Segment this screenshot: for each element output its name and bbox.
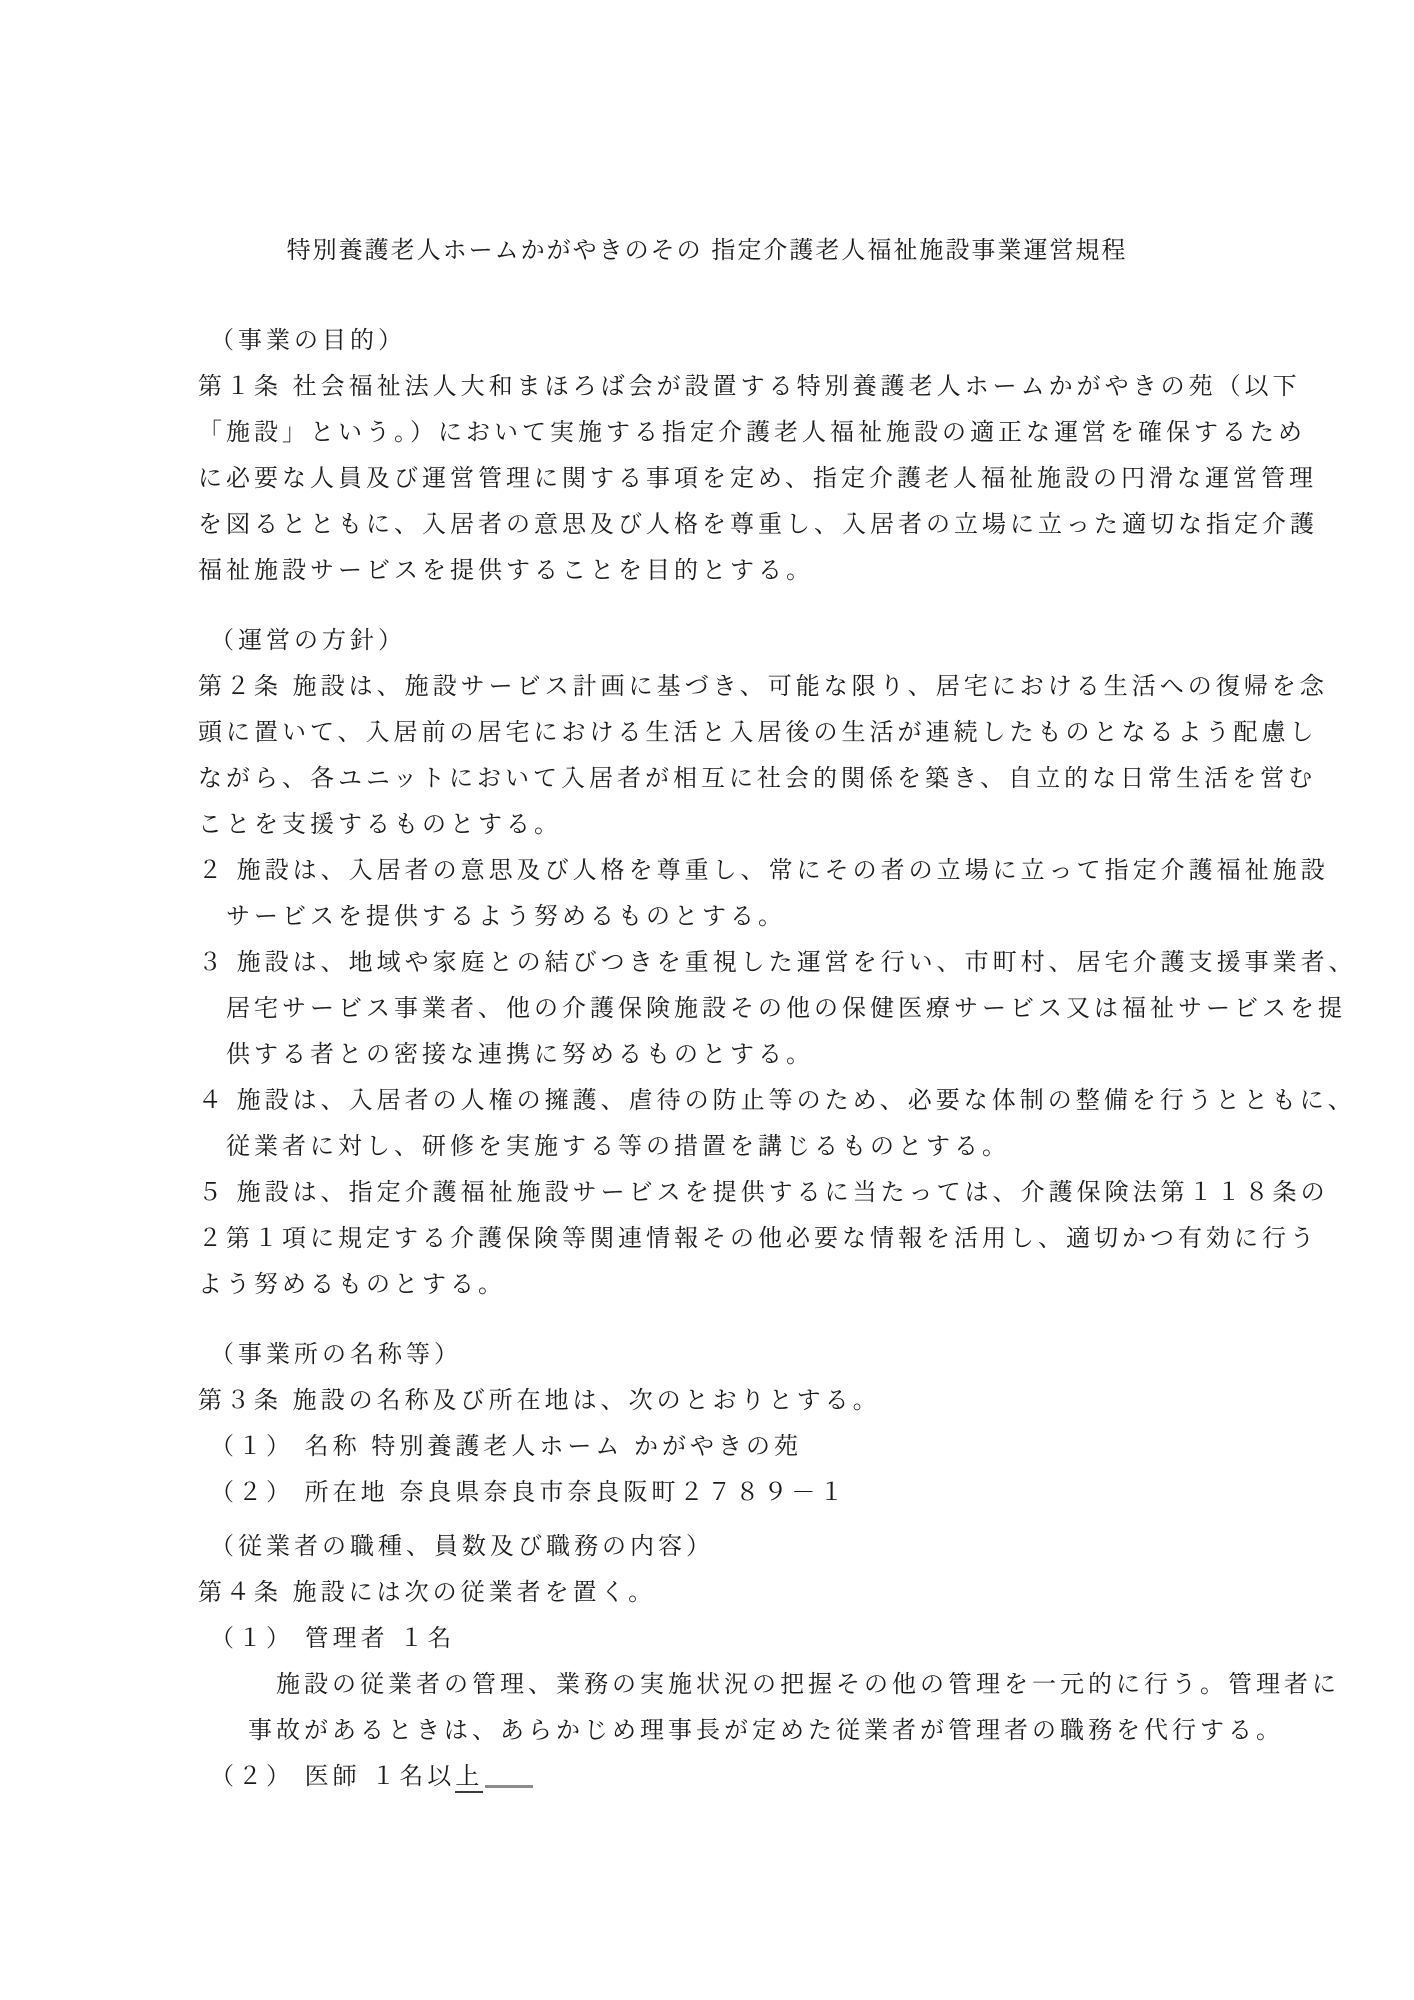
section-heading: （事業所の名称等）: [210, 1341, 462, 1368]
doc-line: 「施設」という。）において実施する指定介護老人福祉施設の適正な運営を確保するため: [198, 419, 1306, 446]
doc-title: 特別養護老人ホームかがやきのその 指定介護老人福祉施設事業運営規程: [286, 237, 1128, 264]
doc-line: 居宅サービス事業者、他の介護保険施設その他の保健医療サービス又は福祉サービスを提: [226, 995, 1346, 1022]
list-item-name: （１） 名称 特別養護老人ホーム かがやきの苑: [210, 1433, 803, 1460]
doc-line: ２第１項に規定する介護保険等関連情報その他必要な情報を活用し、適切かつ有効に行う: [198, 1225, 1318, 1252]
section-staff: [198, 1524, 1340, 1800]
doc-line: ことを支援するものとする。: [198, 811, 562, 838]
doc-line: ながら、各ユニットにおいて入居者が相互に社会的関係を築き、自立的な日常生活を営む: [198, 765, 1317, 792]
section-heading: （従業者の職種、員数及び職務の内容）: [210, 1533, 714, 1560]
doc-line: （２） 医師 １名以: [210, 1763, 456, 1790]
section-policy: [198, 618, 1357, 1308]
doc-line: 第２条 施設は、施設サービス計画に基づき、可能な限り、居宅における生活への復帰を念: [198, 673, 1328, 700]
list-item-manager: （１） 管理者 １名: [210, 1625, 456, 1652]
doc-line: 頭に置いて、入居前の居宅における生活と入居後の生活が連続したものとなるよう配慮し: [198, 719, 1318, 746]
doc-line: よう努めるものとする。: [198, 1271, 506, 1298]
doc-line: 供する者との密接な連携に努めるものとする。: [226, 1041, 814, 1068]
underline-tail: [485, 1785, 533, 1788]
doc-line: 第１条 社会福祉法人大和まほろば会が設置する特別養護老人ホームかがやきの苑（以下: [198, 373, 1301, 400]
doc-line: サービスを提供するよう努めるものとする。: [226, 903, 786, 930]
doc-line: 施設の従業者の管理、業務の実施状況の把握その他の管理を一元的に行う。管理者に: [276, 1671, 1340, 1698]
section-purpose: [198, 318, 1318, 594]
doc-line: ３ 施設は、地域や家庭との結びつきを重視した運営を行い、市町村、居宅介護支援事業者、: [198, 949, 1357, 976]
list-item-address: （２） 所在地 奈良県奈良市奈良阪町２７８９－１: [210, 1479, 848, 1506]
doc-line: 従業者に対し、研修を実施する等の措置を講じるものとする。: [226, 1133, 1010, 1160]
doc-line: 事故があるときは、あらかじめ理事長が定めた従業者が管理者の職務を代行する。: [248, 1717, 1284, 1744]
doc-line: に必要な人員及び運営管理に関する事項を定め、指定介護老人福祉施設の円滑な運営管理: [198, 465, 1318, 492]
doc-line: ５ 施設は、指定介護福祉施設サービスを提供するに当たっては、介護保険法第１１８条の: [198, 1179, 1329, 1206]
section-heading: （運営の方針）: [210, 627, 406, 654]
doc-line: 第４条 施設には次の従業者を置く。: [198, 1579, 657, 1606]
section-heading: （事業の目的）: [210, 327, 406, 354]
doc-line: 第３条 施設の名称及び所在地は、次のとおりとする。: [198, 1387, 881, 1414]
underlined-text: 上: [455, 1763, 483, 1793]
doc-line: 福祉施設サービスを提供することを目的とする。: [198, 557, 814, 584]
section-name-location: [198, 1332, 1274, 1516]
doc-line: を図るとともに、入居者の意思及び人格を尊重し、入居者の立場に立った適切な指定介護: [198, 511, 1318, 538]
doc-line: ４ 施設は、入居者の人権の擁護、虐待の防止等のため、必要な体制の整備を行うとともに、: [198, 1087, 1356, 1114]
doc-line: ２ 施設は、入居者の意思及び人格を尊重し、常にその者の立場に立って指定介護福祉施設: [198, 857, 1329, 884]
list-item-doctor: [198, 1754, 1274, 1800]
